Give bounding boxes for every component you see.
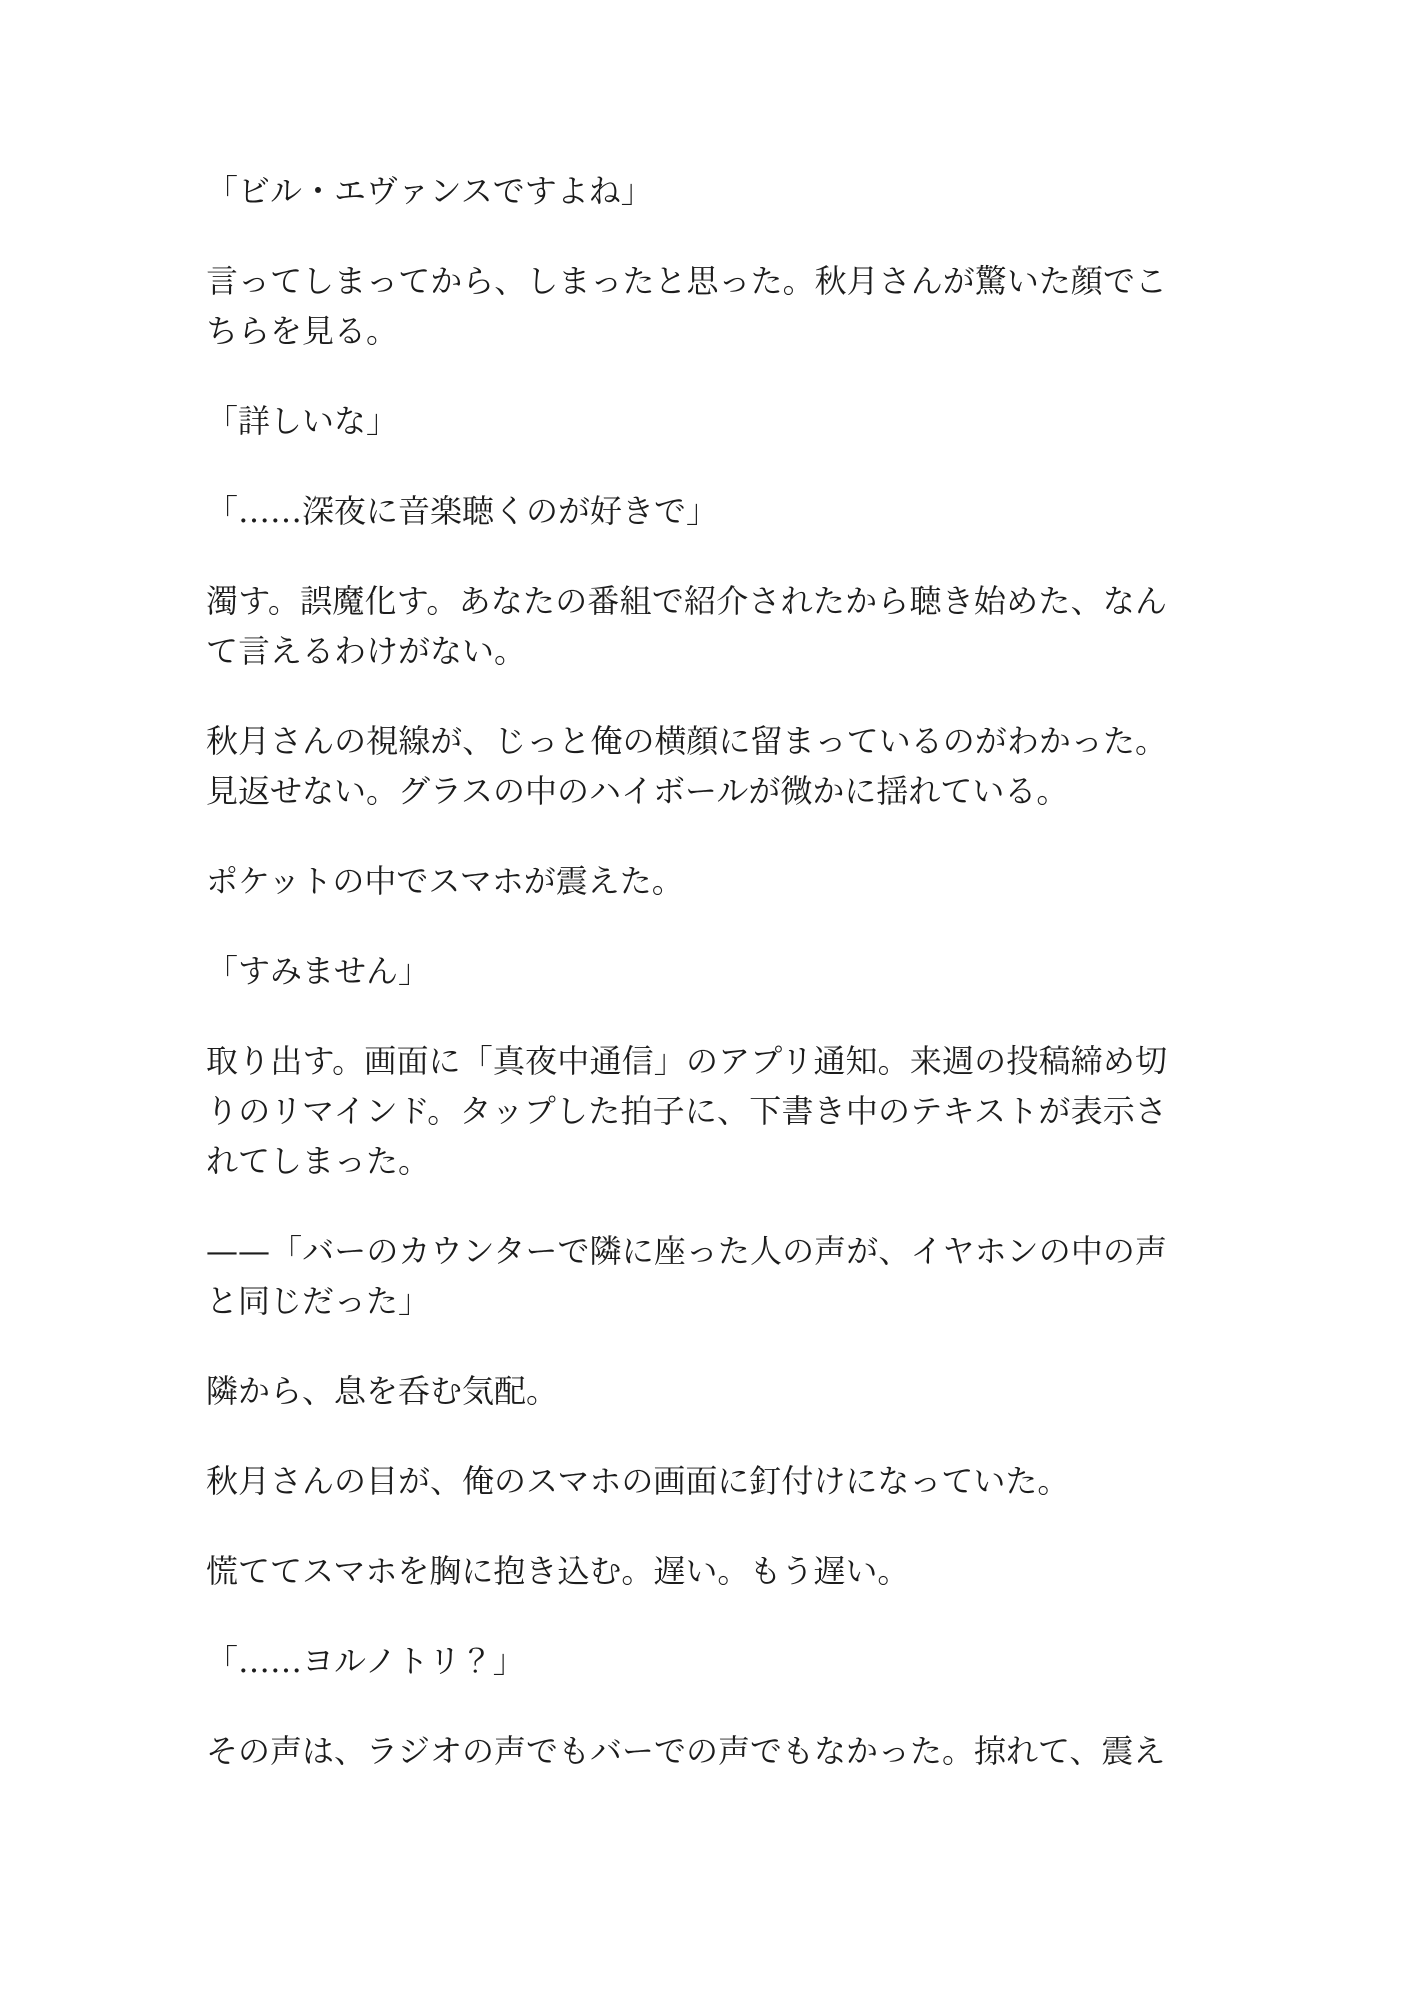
paragraph-dialogue-bill-evans: 「ビル・エヴァンスですよね」	[206, 172, 653, 210]
paragraph-narration-regret: 言ってしまってから、しまったと思った。秋月さんが驚いた顔でこちらを見る。	[206, 262, 1167, 350]
paragraph-narration-phone-vibrates: ポケットの中でスマホが震えた。	[206, 862, 684, 900]
paragraph-narration-too-late: 慌ててスマホを胸に抱き込む。遅い。もう遅い。	[206, 1552, 910, 1590]
paragraph-narration-trembling-voice: その声は、ラジオの声でもバーでの声でもなかった。掠れて、震え	[206, 1732, 1166, 1770]
paragraph-narration-gasp: 隣から、息を呑む気配。	[206, 1372, 559, 1410]
paragraph-dialogue-sumimasen: 「すみません」	[206, 952, 431, 990]
paragraph-narration-gaze-highball: 秋月さんの視線が、じっと俺の横顔に留まっているのがわかった。見返せない。グラスの中のハイボールが微かに揺れている。	[206, 722, 1167, 810]
paragraph-dialogue-yorunotori: 「……ヨルノトリ？」	[206, 1642, 525, 1680]
paragraph-dialogue-kuwashii-na: 「詳しいな」	[206, 402, 399, 440]
paragraph-narration-eyes-on-screen: 秋月さんの目が、俺のスマホの画面に釘付けになっていた。	[206, 1462, 1070, 1500]
paragraph-narration-app-notification: 取り出す。画面に「真夜中通信」のアプリ通知。来週の投稿締め切りのリマインド。タップした拍子に、下書き中のテキストが表示されてしまった。	[206, 1042, 1167, 1180]
paragraph-dialogue-late-night-music: 「……深夜に音楽聴くのが好きで」	[206, 492, 719, 530]
paragraph-narration-evade: 濁す。誤魔化す。あなたの番組で紹介されたから聴き始めた、なんて言えるわけがない。	[206, 582, 1167, 670]
paragraph-draft-quote: ——「バーのカウンターで隣に座った人の声が、イヤホンの中の声と同じだった」	[206, 1232, 1167, 1320]
